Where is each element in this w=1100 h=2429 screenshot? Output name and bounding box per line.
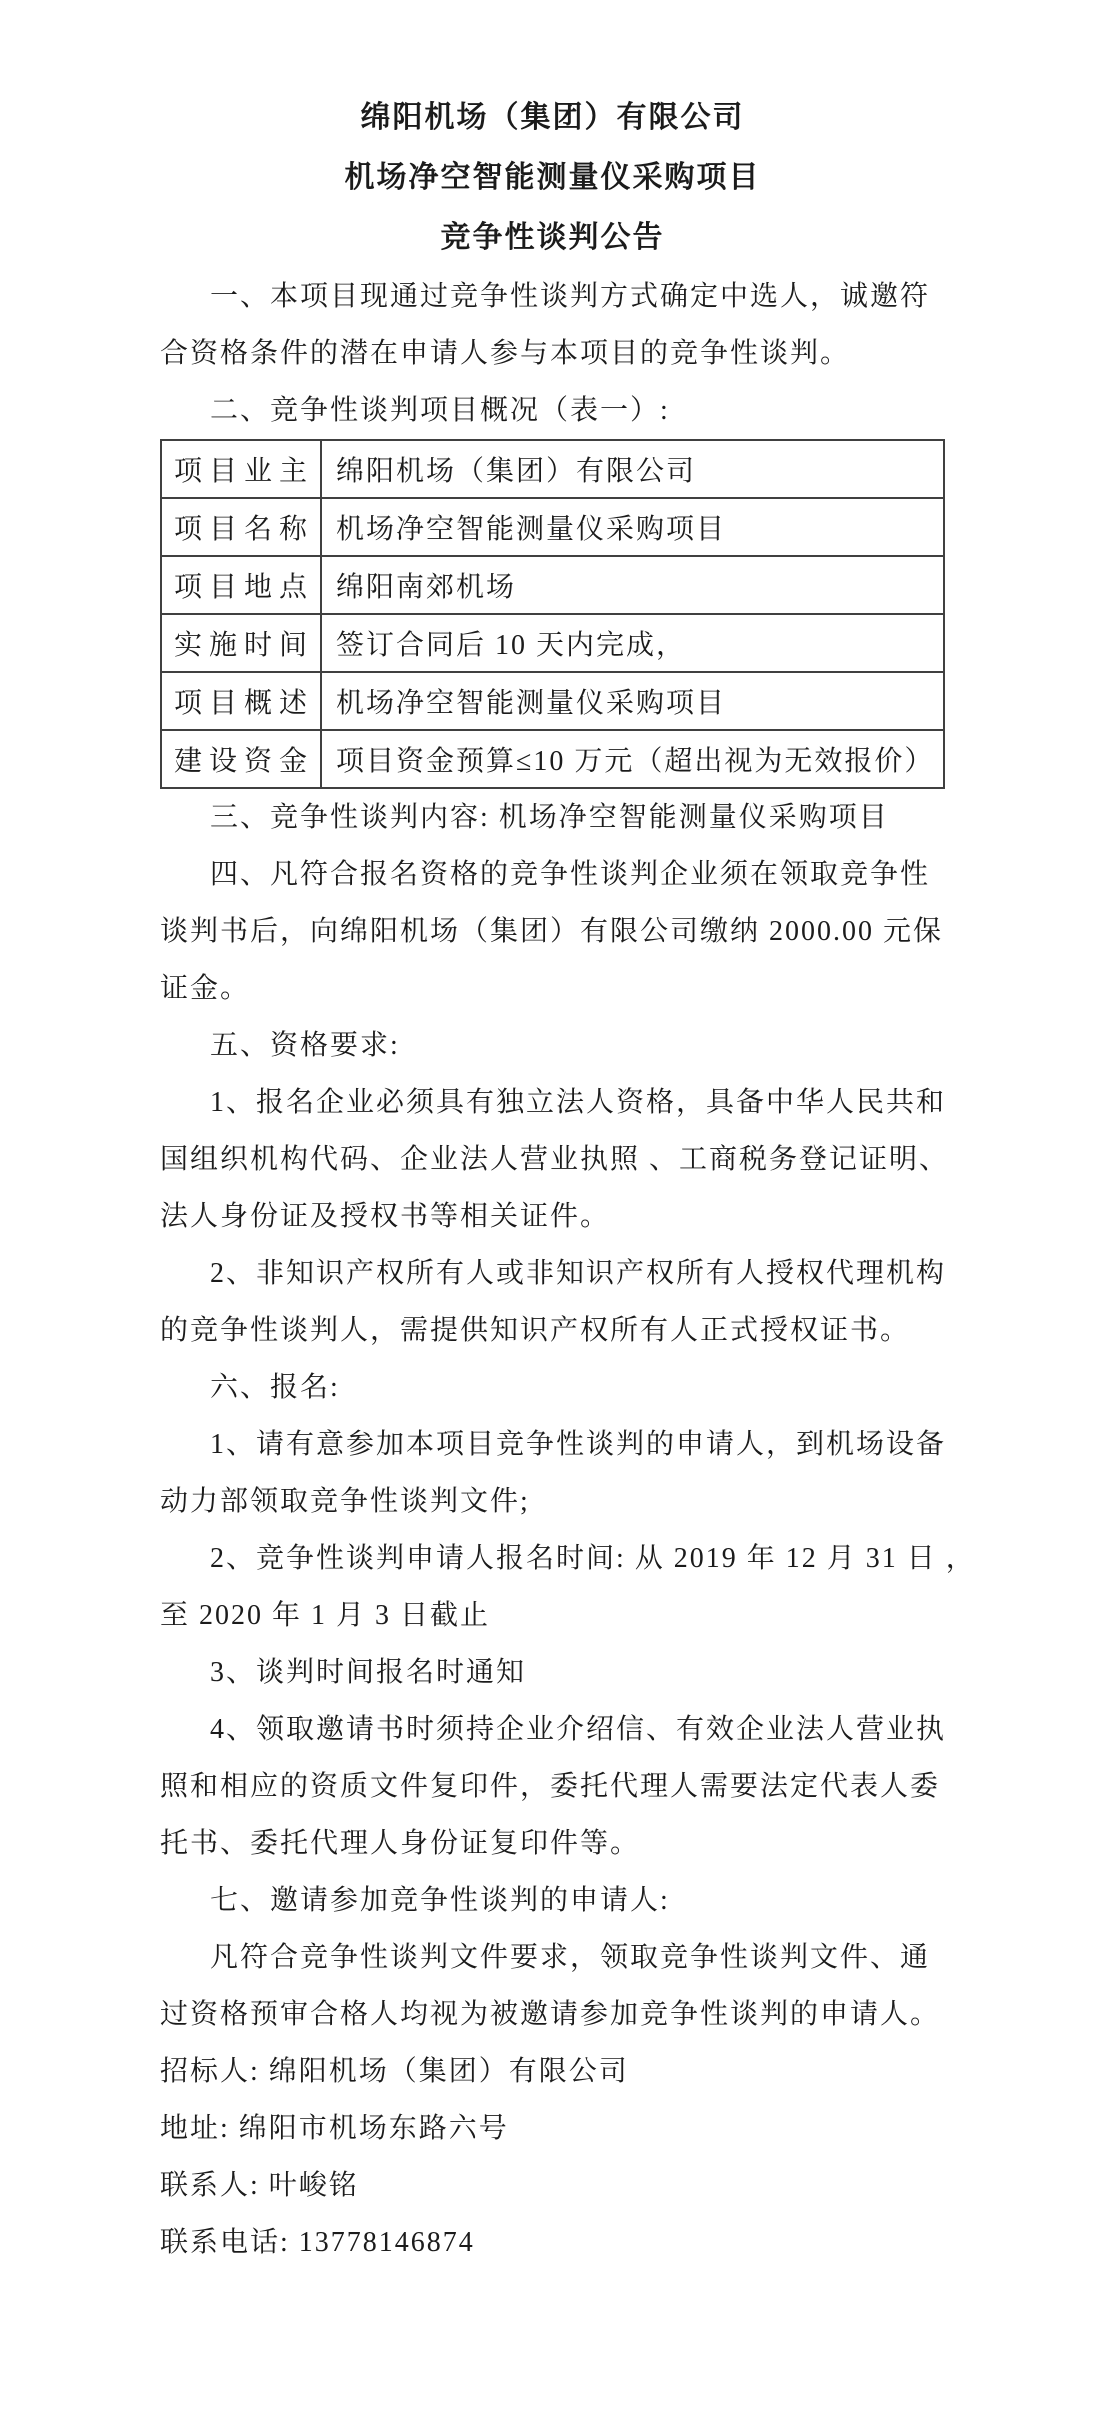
- body-line: 法人身份证及授权书等相关证件。: [160, 1201, 611, 1232]
- table-row: [161, 672, 944, 730]
- body-line: 凡符合竞争性谈判文件要求，领取竞争性谈判文件、通: [210, 1942, 931, 1973]
- row-label: 项目概述: [161, 672, 321, 730]
- row-value: 签订合同后 10 天内完成，: [321, 614, 944, 672]
- intro-line: 二、竞争性谈判项目概况（表一）:: [210, 395, 670, 426]
- row-value: 绵阳南郊机场: [321, 556, 944, 614]
- body-line: 的竞争性谈判人，需提供知识产权所有人正式授权证书。: [160, 1315, 911, 1346]
- row-label: 项目地点: [161, 556, 321, 614]
- table-row: [161, 498, 944, 556]
- contact-person-line: 联系人: 叶峻铭: [160, 2170, 359, 2201]
- body-line: 4、领取邀请书时须持企业介绍信、有效企业法人营业执: [210, 1714, 947, 1745]
- body-line: 至 2020 年 1 月 3 日截止: [160, 1600, 491, 1631]
- row-value: 机场净空智能测量仪采购项目: [321, 672, 944, 730]
- project-overview-table: [160, 439, 945, 789]
- table-row: [161, 440, 944, 498]
- contact-address-line: 地址: 绵阳市机场东路六号: [160, 2113, 509, 2144]
- body-line: 证金。: [160, 973, 251, 1004]
- body-line: 六、报名:: [210, 1372, 340, 1403]
- doc-title-company: 绵阳机场（集团）有限公司: [360, 101, 745, 134]
- body-line: 国组织机构代码、企业法人营业执照 、工商税务登记证明、: [160, 1144, 950, 1175]
- body-line: 过资格预审合格人均视为被邀请参加竞争性谈判的申请人。: [160, 1999, 941, 2030]
- row-label: 项目名称: [161, 498, 321, 556]
- body-line: 2、非知识产权所有人或非知识产权所有人授权代理机构: [210, 1258, 947, 1289]
- body-line: 托书、委托代理人身份证复印件等。: [160, 1828, 641, 1859]
- row-value: 机场净空智能测量仪采购项目: [321, 498, 944, 556]
- body-line: 2、竞争性谈判申请人报名时间: 从 2019 年 12 月 31 日 ，: [210, 1543, 976, 1574]
- body-line: 1、请有意参加本项目竞争性谈判的申请人，到机场设备: [210, 1429, 947, 1460]
- body-line: 七、邀请参加竞争性谈判的申请人:: [210, 1885, 670, 1916]
- doc-title-project: 机场净空智能测量仪采购项目: [344, 161, 761, 194]
- contact-phone-line: 联系电话: 13778146874: [160, 2227, 475, 2258]
- row-label: 实施时间: [161, 614, 321, 672]
- doc-title-notice-type: 竞争性谈判公告: [440, 221, 665, 254]
- row-label: 建设资金: [161, 730, 321, 788]
- intro-line: 合资格条件的潜在申请人参与本项目的竞争性谈判。: [160, 338, 851, 369]
- table-row: [161, 614, 944, 672]
- row-label: 项目业主: [161, 440, 321, 498]
- body-line: 五、资格要求:: [210, 1030, 400, 1061]
- row-value: 项目资金预算≤10 万元（超出视为无效报价）: [321, 730, 944, 788]
- body-line: 四、凡符合报名资格的竞争性谈判企业须在领取竞争性: [210, 859, 931, 890]
- intro-line: 一、本项目现通过竞争性谈判方式确定中选人，诚邀符: [210, 281, 931, 312]
- body-line: 3、谈判时间报名时通知: [210, 1657, 527, 1688]
- body-line: 谈判书后，向绵阳机场（集团）有限公司缴纳 2000.00 元保: [160, 916, 944, 947]
- body-line: 三、竞争性谈判内容: 机场净空智能测量仪采购项目: [210, 802, 889, 833]
- body-line: 照和相应的资质文件复印件，委托代理人需要法定代表人委: [160, 1771, 941, 1802]
- table-row: [161, 730, 944, 788]
- table-row: [161, 556, 944, 614]
- contact-bidder-line: 招标人: 绵阳机场（集团）有限公司: [160, 2056, 629, 2087]
- body-line: 1、报名企业必须具有独立法人资格，具备中华人民共和: [210, 1087, 947, 1118]
- body-line: 动力部领取竞争性谈判文件;: [160, 1486, 530, 1517]
- row-value: 绵阳机场（集团）有限公司: [321, 440, 944, 498]
